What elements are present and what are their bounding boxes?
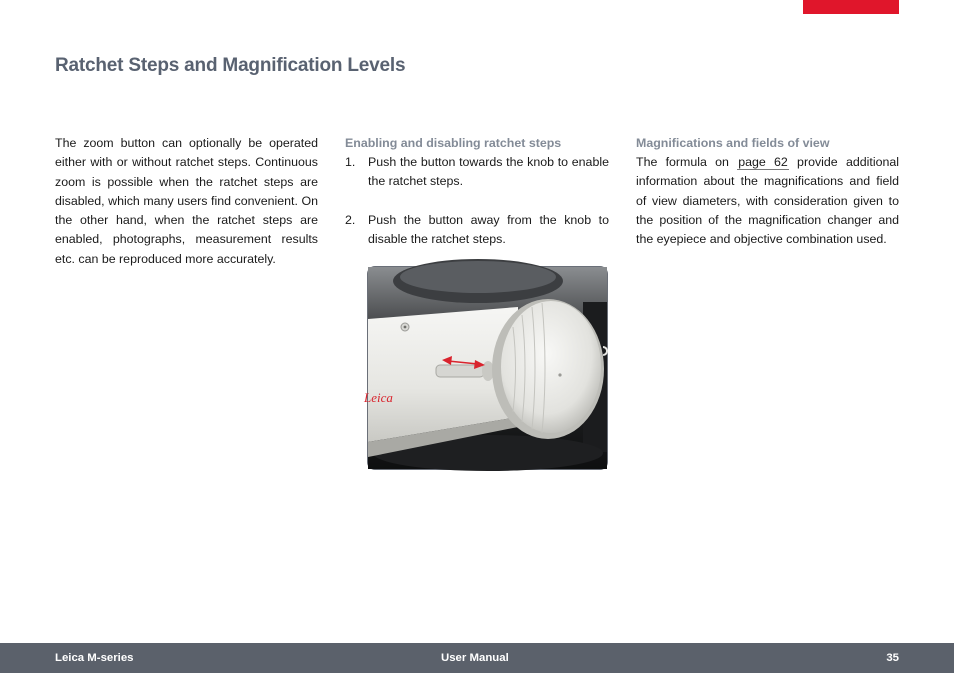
zoom-knob-illustration	[364, 267, 607, 469]
magnifications-heading: Magnifications and fields of view	[636, 136, 830, 150]
step-number: 2.	[345, 212, 356, 227]
footer-product-name: Leica M-series	[55, 652, 134, 664]
page-number: 35	[886, 652, 899, 664]
page-62-link[interactable]: page 62	[738, 155, 788, 169]
ratchet-steps-column	[345, 134, 609, 268]
step-text: Push the button away from the knob to disable the ratchet steps.	[368, 212, 609, 246]
intro-column	[55, 134, 318, 269]
intro-paragraph: The zoom button can optionally be operated either with or without ratchet steps. Continuous zoom is possible when the ratchet steps are disabled, which many users find convenient. On the other hand, when the ratchet steps are enabled, photographs, measurement results etc. can be reproduced more accurately.	[55, 136, 318, 266]
page-title: Ratchet Steps and Magnification Levels	[55, 55, 406, 76]
step-text: Push the button towards the knob to enable the ratchet steps.	[368, 155, 609, 189]
page-footer	[0, 643, 954, 673]
ratchet-steps-list	[345, 153, 609, 249]
list-item	[345, 211, 609, 250]
zoom-knob-photo	[364, 266, 608, 470]
leica-logo: Leica	[364, 390, 393, 405]
magnifications-text-start: The formula on	[636, 155, 738, 169]
magnifications-column	[636, 134, 899, 249]
footer-document-title: User Manual	[441, 652, 509, 664]
magnifications-paragraph	[636, 153, 899, 249]
step-number: 1.	[345, 155, 356, 169]
list-item	[345, 153, 609, 192]
ratchet-steps-heading: Enabling and disabling ratchet steps	[345, 136, 562, 150]
header-accent-tab	[803, 0, 899, 14]
upper-ring-highlight	[400, 261, 556, 293]
zoom-knob	[501, 301, 601, 433]
magnifications-text-end: provide additional information about the magnifications and field of view diameters, with consideration given to the position of the magnification changer and the eyepiece and objective combination used.	[636, 155, 899, 247]
